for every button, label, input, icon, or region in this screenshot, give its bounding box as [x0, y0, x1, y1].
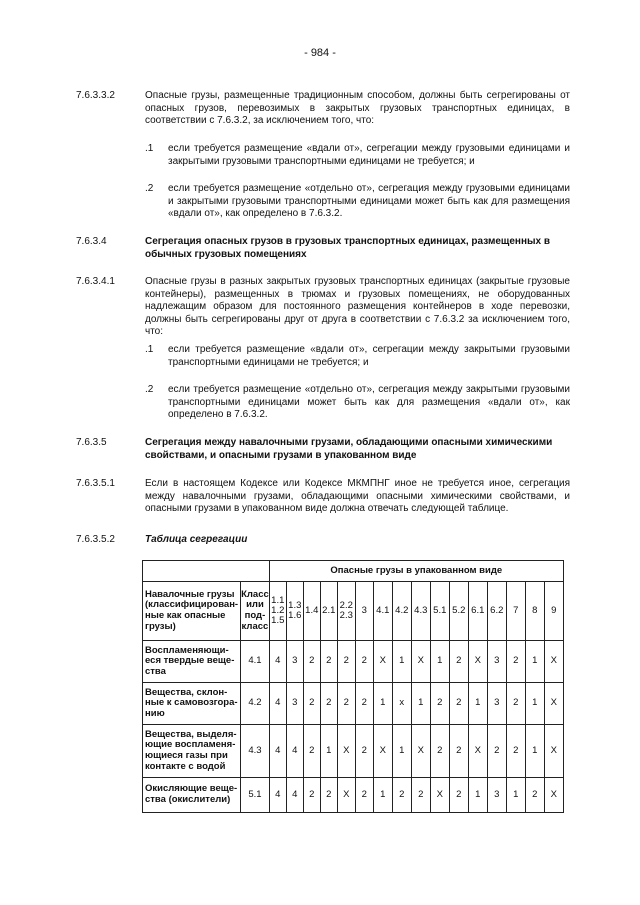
- table-cell: 1: [392, 641, 411, 683]
- section-number: 7.6.3.4: [76, 236, 107, 247]
- column-header-label: 6.1: [471, 604, 485, 616]
- list-item-text: если требуется размещение «отдельно от», сегрегация между закрытыми грузовыми транспортными единицами может быть как для размещения «вдали от», как определено в 7.6.3.2.: [168, 384, 570, 421]
- table-cell: 2: [392, 778, 411, 813]
- paragraph-7-6-3-4-1: [76, 276, 570, 339]
- column-header: [430, 582, 449, 641]
- table-cell: X: [544, 725, 563, 778]
- list-item: [145, 344, 570, 369]
- table-cell: 1: [411, 683, 430, 725]
- table-cell: 2: [355, 683, 373, 725]
- table-cell: 2: [320, 641, 337, 683]
- segregation-table: [142, 560, 564, 813]
- row-class: 5.1: [241, 778, 270, 813]
- table-cell: X: [337, 778, 355, 813]
- table-cell: X: [468, 725, 487, 778]
- table-cell: 2: [320, 683, 337, 725]
- table-cell: 4: [269, 683, 286, 725]
- table-cell: 2: [449, 725, 468, 778]
- table-cell: 4: [286, 778, 303, 813]
- table-header-row: [143, 561, 564, 582]
- table-cell: 2: [506, 641, 525, 683]
- paragraph-7-6-3-3-2: [76, 90, 570, 128]
- paragraph-text: Если в настоящем Кодексе или Кодексе МКМПНГ иное не требуется иное, сегрегация между навалочными грузами, обладающими опасными химическими свойствами, и опасными грузами в упакованном виде должна отвечать следующей таблице.: [145, 478, 570, 515]
- row-class: 4.2: [241, 683, 270, 725]
- table-cell: 2: [303, 641, 320, 683]
- table-cell: 4: [269, 778, 286, 813]
- table-row: [143, 683, 564, 725]
- table-cell: 3: [487, 683, 506, 725]
- column-header-label: 2.1: [322, 604, 336, 616]
- column-header: [286, 582, 303, 641]
- column-header: [303, 582, 320, 641]
- paragraph-7-6-3-5-1: [76, 478, 570, 516]
- table-cell: 1: [430, 641, 449, 683]
- table-cell: 3: [286, 641, 303, 683]
- table-cell: 1: [506, 778, 525, 813]
- table-cell: X: [411, 725, 430, 778]
- column-header: [392, 582, 411, 641]
- table-cell: 1: [373, 683, 392, 725]
- table-cell: 1: [468, 778, 487, 813]
- table-cell: 4: [269, 725, 286, 778]
- table-column-header-row: [143, 582, 564, 641]
- table-cell: 2: [487, 725, 506, 778]
- column-header-label: 3: [361, 604, 367, 616]
- column-header: [411, 582, 430, 641]
- row-label: Вещества, склон-ные к самовозгора-нию: [143, 683, 241, 725]
- table-cell: 2: [449, 683, 468, 725]
- column-header-label: 8: [532, 604, 538, 616]
- table-body: [143, 641, 564, 813]
- list-marker: .1: [145, 143, 154, 154]
- section-heading: Сегрегация между навалочными грузами, обладающими опасными химическими свойствами, и опасными грузами в упакованном виде: [145, 437, 553, 461]
- list-marker: .2: [145, 384, 154, 395]
- row-label: Вещества, выделя-ющие воспламеня-ющиеся газы при контакте с водой: [143, 725, 241, 778]
- column-header-label: 4.3: [414, 604, 428, 616]
- column-header-label: 4.1: [376, 604, 390, 616]
- table-cell: 1: [373, 778, 392, 813]
- column-header-label: 9: [551, 604, 557, 616]
- table-cell: X: [544, 641, 563, 683]
- table-corner-cell: [143, 561, 270, 582]
- table-cell: X: [337, 725, 355, 778]
- table-cell: 2: [506, 683, 525, 725]
- table-cell: 4: [286, 725, 303, 778]
- table-cell: 2: [320, 778, 337, 813]
- table-cell: 1: [468, 683, 487, 725]
- column-header-label: 6.2: [490, 604, 504, 616]
- column-header: [320, 582, 337, 641]
- column-header: [506, 582, 525, 641]
- column-header: [269, 582, 286, 641]
- table-cell: 2: [303, 725, 320, 778]
- table-row: [143, 778, 564, 813]
- column-header-label: 5.2: [452, 604, 466, 616]
- table-cell: 2: [430, 725, 449, 778]
- table-cell: 2: [525, 778, 544, 813]
- packaged-goods-header: Опасные грузы в упакованном виде: [269, 561, 563, 582]
- column-header: [544, 582, 563, 641]
- column-header: [525, 582, 544, 641]
- table-cell: 2: [449, 641, 468, 683]
- heading-7-6-3-4: [76, 236, 570, 261]
- section-number: 7.6.3.5: [76, 437, 107, 448]
- column-header-label: 4.2: [395, 604, 409, 616]
- column-header-label: 1.4: [305, 604, 319, 616]
- table-cell: 3: [487, 778, 506, 813]
- section-heading: Сегрегация опасных грузов в грузовых транспортных единицах, размещенных в обычных грузовых помещениях: [145, 236, 551, 260]
- paragraph-text: Опасные грузы, размещенные традиционным способом, должны быть сегрегированы от опасных грузов, перевозимых в закрытых грузовых транспортных единицах, в соответствии с 7.6.3.2, за исключением того, что:: [145, 90, 570, 127]
- page-number: - 984 -: [304, 47, 336, 59]
- list-item: [145, 384, 570, 422]
- table-cell: 4: [269, 641, 286, 683]
- table-cell: X: [544, 683, 563, 725]
- column-header-label: 7: [513, 604, 519, 616]
- row-class: 4.1: [241, 641, 270, 683]
- section-number: 7.6.3.5.2: [76, 534, 115, 545]
- list-item-text: если требуется размещение «вдали от», сегрегации между закрытыми грузовыми транспортными единицами не требуется; и: [168, 344, 570, 368]
- table-cell: 1: [392, 725, 411, 778]
- section-number: 7.6.3.4.1: [76, 276, 115, 287]
- table-cell: 3: [487, 641, 506, 683]
- list-marker: .1: [145, 344, 154, 355]
- table-cell: 2: [411, 778, 430, 813]
- list-item-text: если требуется размещение «отдельно от», сегрегация между грузовыми единицами и закрытыми грузовыми транспортными единицами может быть как для размещения «вдали от», как определено в 7.6.3.2.: [168, 183, 570, 220]
- list-marker: .2: [145, 183, 154, 194]
- table-cell: 2: [506, 725, 525, 778]
- table-cell: X: [430, 778, 449, 813]
- table-cell: 2: [355, 778, 373, 813]
- column-header-label: 1.3 1.6: [288, 599, 302, 621]
- bulk-goods-header: Навалочные грузы (классифицирован-ные как опасные грузы): [143, 582, 241, 641]
- table-cell: 2: [303, 683, 320, 725]
- row-label: Воспламеняющи-еся твердые веще-ства: [143, 641, 241, 683]
- table-cell: 1: [320, 725, 337, 778]
- table-cell: 2: [337, 683, 355, 725]
- list-item: [145, 183, 570, 221]
- class-header: Класс или под-класс: [241, 582, 270, 641]
- list-item: [145, 143, 570, 168]
- column-header: [487, 582, 506, 641]
- column-header: [355, 582, 373, 641]
- table-cell: 2: [355, 641, 373, 683]
- table-cell: 2: [449, 778, 468, 813]
- column-header-label: 1.1 1.2 1.5: [271, 594, 285, 626]
- table-cell: 1: [525, 683, 544, 725]
- section-number: 7.6.3.5.1: [76, 478, 115, 489]
- table-cell: 2: [355, 725, 373, 778]
- table-cell: 2: [337, 641, 355, 683]
- table-cell: x: [392, 683, 411, 725]
- section-number: 7.6.3.3.2: [76, 90, 115, 101]
- row-label: Окисляющие веще-ства (окислители): [143, 778, 241, 813]
- table-cell: 3: [286, 683, 303, 725]
- table-row: [143, 725, 564, 778]
- column-header-label: 5.1: [433, 604, 447, 616]
- table-cell: X: [544, 778, 563, 813]
- row-class: 4.3: [241, 725, 270, 778]
- column-header: [337, 582, 355, 641]
- list-item-text: если требуется размещение «вдали от», сегрегации между грузовыми единицами и закрытыми грузовыми транспортными единицами не требуется; и: [168, 143, 570, 167]
- column-header-label: 2.2 2.3: [339, 599, 353, 621]
- table-cell: X: [468, 641, 487, 683]
- table-cell: 2: [430, 683, 449, 725]
- table-row: [143, 641, 564, 683]
- table-cell: 1: [525, 725, 544, 778]
- table-cell: 2: [303, 778, 320, 813]
- table-cell: X: [373, 725, 392, 778]
- heading-7-6-3-5: [76, 437, 570, 462]
- column-header: [449, 582, 468, 641]
- table-title: Таблица сегрегации: [145, 534, 248, 545]
- table-cell: X: [411, 641, 430, 683]
- column-header: [468, 582, 487, 641]
- paragraph-text: Опасные грузы в разных закрытых грузовых транспортных единицах (закрытые грузовые контейнеры), размещенных в трюмах и грузовых помещениях, не оборудованных надлежащим образом для постоянного размещения контейнеров в ходе перевозки, должны быть сегрегированы друг от друга в соответствии с 7.6.3.2 за исключением того, что:: [145, 276, 570, 338]
- column-header: [373, 582, 392, 641]
- table-cell: 1: [525, 641, 544, 683]
- table-cell: X: [373, 641, 392, 683]
